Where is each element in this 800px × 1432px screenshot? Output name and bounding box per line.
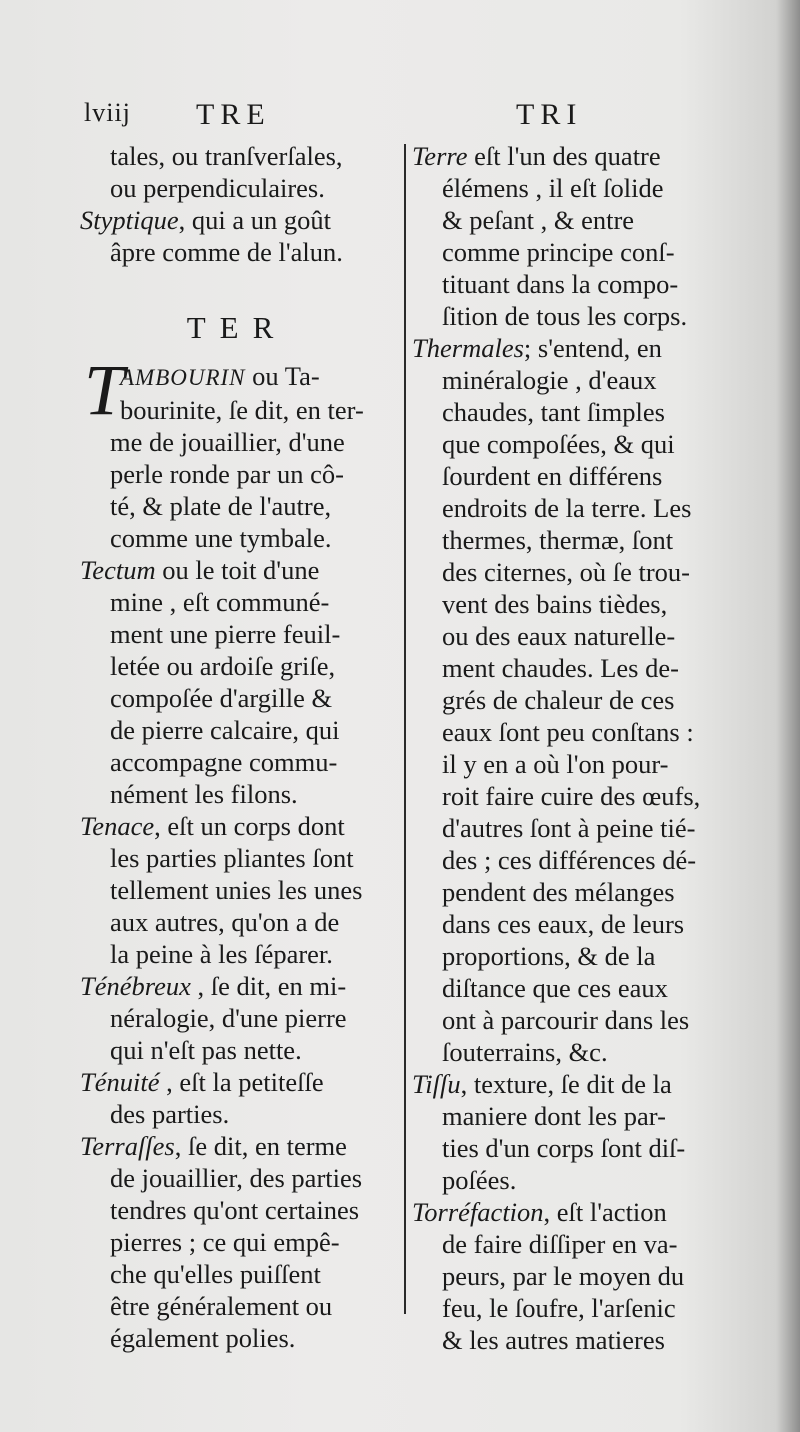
entry-line: ſition de tous les corps. xyxy=(442,301,688,331)
entry-line: minéralogie , d'eaux xyxy=(442,365,657,395)
entry-line: & peſant , & entre xyxy=(442,205,635,235)
left-running-head: TRE xyxy=(196,98,271,131)
entry-line: , ſe dit, en mi- xyxy=(190,971,347,1001)
entry-line: che qu'elles puiſſent xyxy=(110,1259,321,1289)
entry-line: des ; ces différences dé- xyxy=(442,845,697,875)
entry-line: également polies. xyxy=(110,1323,296,1353)
entry-line: ; s'entend, en xyxy=(523,333,662,363)
entry-line: dans ces eaux, de leurs xyxy=(442,909,685,939)
entry-term: Terre xyxy=(412,141,468,171)
entry-line: , eſt l'action xyxy=(543,1197,667,1227)
column-divider xyxy=(404,144,406,1314)
entry-line: aux autres, qu'on a de xyxy=(110,907,340,937)
entry-tenuite xyxy=(80,1066,394,1130)
entry-term: Terraſſes xyxy=(80,1131,175,1161)
entry-line: ou perpendiculaires. xyxy=(110,173,325,203)
entry-line: que compoſées, & qui xyxy=(442,429,675,459)
entry-line: d'autres ſont à peine tié- xyxy=(442,813,696,843)
entry-line: de jouaillier, des parties xyxy=(110,1163,363,1193)
entry-line: thermes, thermæ, ſont xyxy=(442,525,674,555)
entry-line: té, & plate de l'autre, xyxy=(110,491,332,521)
entry-line: néralogie, d'une pierre xyxy=(110,1003,347,1033)
entry-line: , texture, ſe dit de la xyxy=(460,1069,672,1099)
entry-continuation xyxy=(80,140,394,204)
entry-line: ment chaudes. Les de- xyxy=(442,653,679,683)
entry-line: pendent des mélanges xyxy=(442,877,675,907)
entry-line: être généralement ou xyxy=(110,1291,333,1321)
entry-term: Ténébreux xyxy=(80,971,191,1001)
entry-term: Tiſſu xyxy=(412,1069,461,1099)
entry-line: élémens , il eſt ſolide xyxy=(442,173,664,203)
entry-line: ſourdent en différens xyxy=(442,461,663,491)
entry-line: bourinite, ſe dit, en ter- xyxy=(120,395,364,425)
entry-term: Torréfaction xyxy=(412,1197,544,1227)
entry-line: ment une pierre feuil- xyxy=(110,619,341,649)
entry-line: accompagne commu- xyxy=(110,747,338,777)
entry-line: eſt l'un des quatre xyxy=(467,141,661,171)
page-folio: lviij xyxy=(84,98,131,127)
entry-line: , ſe dit, en terme xyxy=(174,1131,347,1161)
entry-line: âpre comme de l'alun. xyxy=(110,237,343,267)
entry-line: perle ronde par un cô- xyxy=(110,459,344,489)
entry-line: la peine à les ſéparer. xyxy=(110,939,333,969)
entry-line: il y en a où l'on pour- xyxy=(442,749,669,779)
entry-terre xyxy=(412,140,724,332)
entry-terrasses xyxy=(80,1130,394,1354)
entry-line: tendres qu'ont certaines xyxy=(110,1195,360,1225)
entry-thermales xyxy=(412,332,724,1068)
entry-line: ſouterrains, &c. xyxy=(442,1037,608,1067)
entry-styptique xyxy=(80,204,394,268)
entry-line: chaudes, tant ſimples xyxy=(442,397,665,427)
entry-line: qui n'eſt pas nette. xyxy=(110,1035,302,1065)
entry-line: ou le toit d'une xyxy=(155,555,320,585)
entry-line: , qui a un goût xyxy=(178,205,331,235)
right-column xyxy=(412,140,724,1356)
entry-line: tituant dans la compo- xyxy=(442,269,679,299)
entry-term: Tectum xyxy=(80,555,156,585)
entry-line: me de jouaillier, d'une xyxy=(110,427,345,457)
entry-term: Ténuité xyxy=(80,1067,160,1097)
entry-line: tales, ou tranſverſales, xyxy=(110,141,343,171)
entry-line: des parties. xyxy=(110,1099,230,1129)
entry-torrefaction xyxy=(412,1196,724,1356)
entry-line: mine , eſt communé- xyxy=(110,587,330,617)
entry-line: roit faire cuire des œufs, xyxy=(442,781,701,811)
entry-line: de pierre calcaire, qui xyxy=(110,715,340,745)
entry-line: comme principe conſ- xyxy=(442,237,675,267)
page-header xyxy=(0,98,800,138)
entry-line: feu, le ſoufre, l'arſenic xyxy=(442,1293,676,1323)
entry-tenace xyxy=(80,810,394,970)
entry-tectum xyxy=(80,554,394,810)
entry-line: poſées. xyxy=(442,1165,517,1195)
entry-line: compoſée d'argille & xyxy=(110,683,333,713)
entry-line: , eſt un corps dont xyxy=(154,811,345,841)
entry-line: tellement unies les unes xyxy=(110,875,363,905)
entry-line: grés de chaleur de ces xyxy=(442,685,675,715)
entry-line: ou Ta- xyxy=(245,361,320,391)
entry-tissu xyxy=(412,1068,724,1196)
entry-term: Styptique xyxy=(80,205,179,235)
entry-line: des citernes, où ſe trou- xyxy=(442,557,690,587)
entry-tenebreux xyxy=(80,970,394,1066)
entry-line: letée ou ardoiſe griſe, xyxy=(110,651,336,681)
right-running-head: TRI xyxy=(516,98,583,131)
entry-line: ont à parcourir dans les xyxy=(442,1005,690,1035)
entry-line: comme une tymbale. xyxy=(110,523,332,553)
entry-line: de faire diſſiper en va- xyxy=(442,1229,678,1259)
entry-line: les parties pliantes ſont xyxy=(110,843,354,873)
entry-line: , eſt la petiteſſe xyxy=(159,1067,324,1097)
entry-line: endroits de la terre. Les xyxy=(442,493,692,523)
entry-line: diſtance que ces eaux xyxy=(442,973,668,1003)
entry-tambourin xyxy=(80,350,394,554)
entry-line: maniere dont les par- xyxy=(442,1101,666,1131)
entry-line: eaux ſont peu conſtans : xyxy=(442,717,694,747)
entry-term: Tenace xyxy=(80,811,155,841)
entry-line: peurs, par le moyen du xyxy=(442,1261,685,1291)
entry-line: pierres ; ce qui empê- xyxy=(110,1227,340,1257)
entry-line: ou des eaux naturelle- xyxy=(442,621,676,651)
entry-line: proportions, & de la xyxy=(442,941,656,971)
entry-term: Thermales xyxy=(412,333,524,363)
section-heading: TER xyxy=(186,310,288,345)
entry-line: ties d'un corps ſont diſ- xyxy=(442,1133,686,1163)
entry-term-caps: AMBOURIN xyxy=(120,365,246,390)
drop-cap: T xyxy=(84,350,125,430)
entry-line: nément les filons. xyxy=(110,779,298,809)
entry-line: vent des bains tièdes, xyxy=(442,589,668,619)
left-column xyxy=(80,140,394,1354)
entry-line: & les autres matieres xyxy=(442,1325,665,1355)
